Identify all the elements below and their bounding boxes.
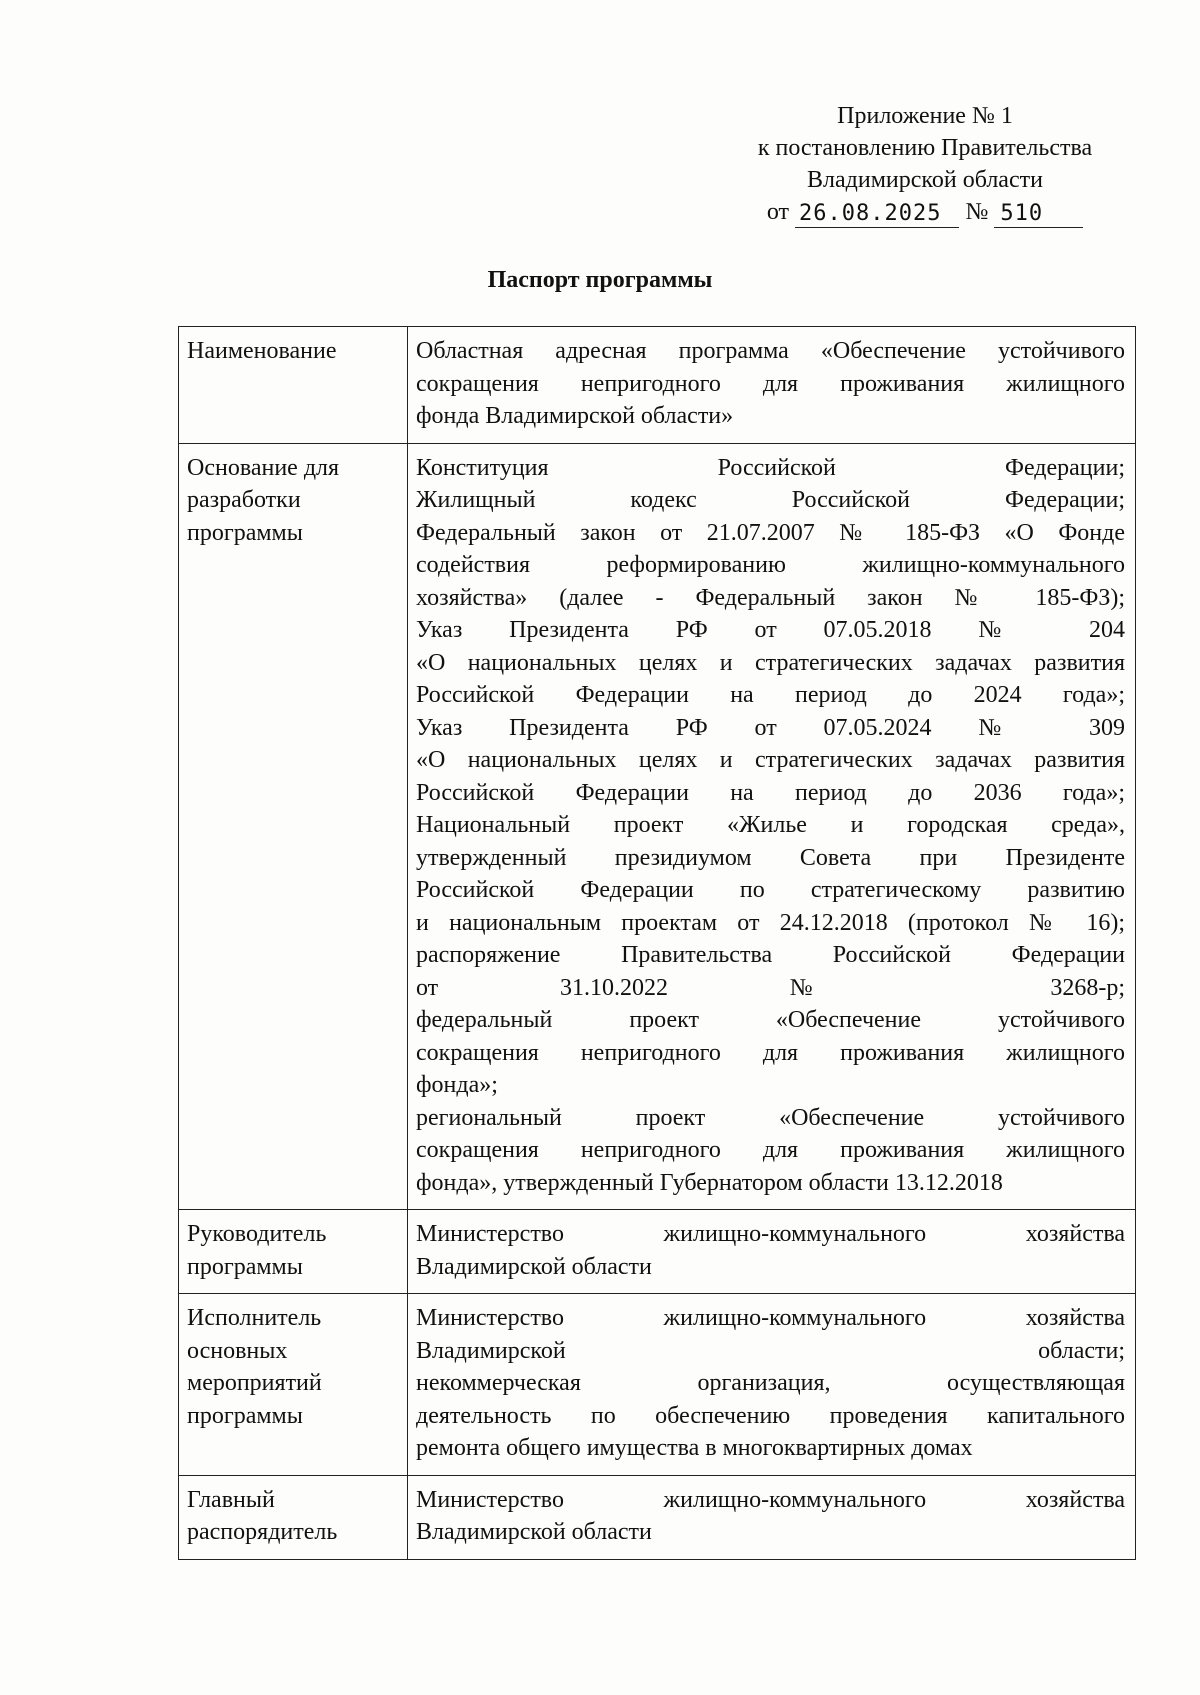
value-line: Владимирской области; [416, 1337, 1125, 1364]
value-line: Указ Президента РФ от 07.05.2018 № 204 [416, 617, 1125, 643]
value-line: Министерство жилищно-коммунального хозяйства [416, 1305, 1125, 1331]
value-line: утвержденный президиумом Совета при Президенте [416, 844, 1125, 871]
row-label: Основание для разработки программы [179, 443, 408, 1210]
value-line: хозяйства» (далее - Федеральный закон № 185-ФЗ); [416, 584, 1125, 611]
value-line: некоммерческая организация, осуществляющая [416, 1370, 1125, 1396]
value-line: Национальный проект «Жилье и городская среда», [416, 812, 1125, 838]
table-row [179, 443, 1136, 1210]
value-line: региональный проект «Обеспечение устойчивого [416, 1104, 1125, 1131]
passport-table [178, 326, 1136, 1560]
value-line: Жилищный кодекс Российской Федерации; [416, 487, 1125, 513]
value-line: содействия реформированию жилищно-коммунального [416, 552, 1125, 578]
row-value [408, 1210, 1136, 1294]
value-line: Владимирской области [416, 1519, 652, 1545]
row-label: Исполнитель основных мероприятий программы [179, 1294, 408, 1476]
value-line: «О национальных целях и стратегических задачах развития [416, 747, 1125, 773]
row-value [408, 1475, 1136, 1559]
value-line: Министерство жилищно-коммунального хозяйства [416, 1221, 1125, 1247]
row-label: Главный распорядитель [179, 1475, 408, 1559]
appendix-reference: к постановлению Правительства [757, 135, 1093, 161]
value-line: фонда Владимирской области» [416, 403, 734, 429]
date-value: 26.08.2025 [795, 201, 959, 228]
row-value [408, 443, 1136, 1210]
value-line: Областная адресная программа «Обеспечение устойчивого [416, 338, 1125, 364]
value-line: Конституция Российской Федерации; [416, 454, 1125, 481]
appendix-region: Владимирской области [807, 167, 1043, 193]
value-line: от 31.10.2022 № 3268-р; [416, 974, 1125, 1001]
value-line: Российской Федерации по стратегическому развитию [416, 877, 1125, 903]
appendix-number: Приложение № 1 [837, 103, 1013, 129]
value-line: и национальным проектам от 24.12.2018 (протокол № 16); [416, 909, 1125, 936]
value-line: деятельность по обеспечению проведения капитального [416, 1402, 1125, 1429]
value-line: ремонта общего имущества в многоквартирных домах [416, 1435, 973, 1461]
row-value [408, 1294, 1136, 1476]
value-line: Министерство жилищно-коммунального хозяйства [416, 1486, 1125, 1513]
value-line: сокращения непригодного для проживания жилищного [416, 1039, 1125, 1066]
value-line: сокращения непригодного для проживания жилищного [416, 1137, 1125, 1163]
row-label: Наименование [179, 327, 408, 444]
date-prefix: от [766, 199, 790, 225]
value-line: распоряжение Правительства Российской Федерации [416, 942, 1125, 968]
value-line: «О национальных целях и стратегических задачах развития [416, 649, 1125, 676]
row-value [408, 327, 1136, 444]
table-row [179, 1475, 1136, 1559]
value-line: Федеральный закон от 21.07.2007 № 185-ФЗ «О Фонде [416, 519, 1125, 546]
value-line: фонда», утвержденный Губернатором области 13.12.2018 [416, 1169, 1003, 1196]
value-line: Российской Федерации на период до 2024 года»; [416, 682, 1125, 708]
value-line: фонда»; [416, 1072, 498, 1098]
number-value: 510 [994, 201, 1083, 228]
number-prefix: № [965, 199, 989, 225]
value-line: Указ Президента РФ от 07.05.2024 № 309 [416, 714, 1125, 741]
value-line: Российской Федерации на период до 2036 года»; [416, 779, 1125, 806]
date-number-line [700, 196, 1150, 228]
row-label: Руководитель программы [179, 1210, 408, 1294]
document-title: Паспорт программы [487, 267, 713, 293]
appendix-header [700, 100, 1150, 228]
table-row [179, 1294, 1136, 1476]
value-line: федеральный проект «Обеспечение устойчивого [416, 1007, 1125, 1033]
value-line: сокращения непригодного для проживания жилищного [416, 370, 1125, 397]
value-line: Владимирской области [416, 1253, 652, 1280]
table-row [179, 327, 1136, 444]
table-row [179, 1210, 1136, 1294]
